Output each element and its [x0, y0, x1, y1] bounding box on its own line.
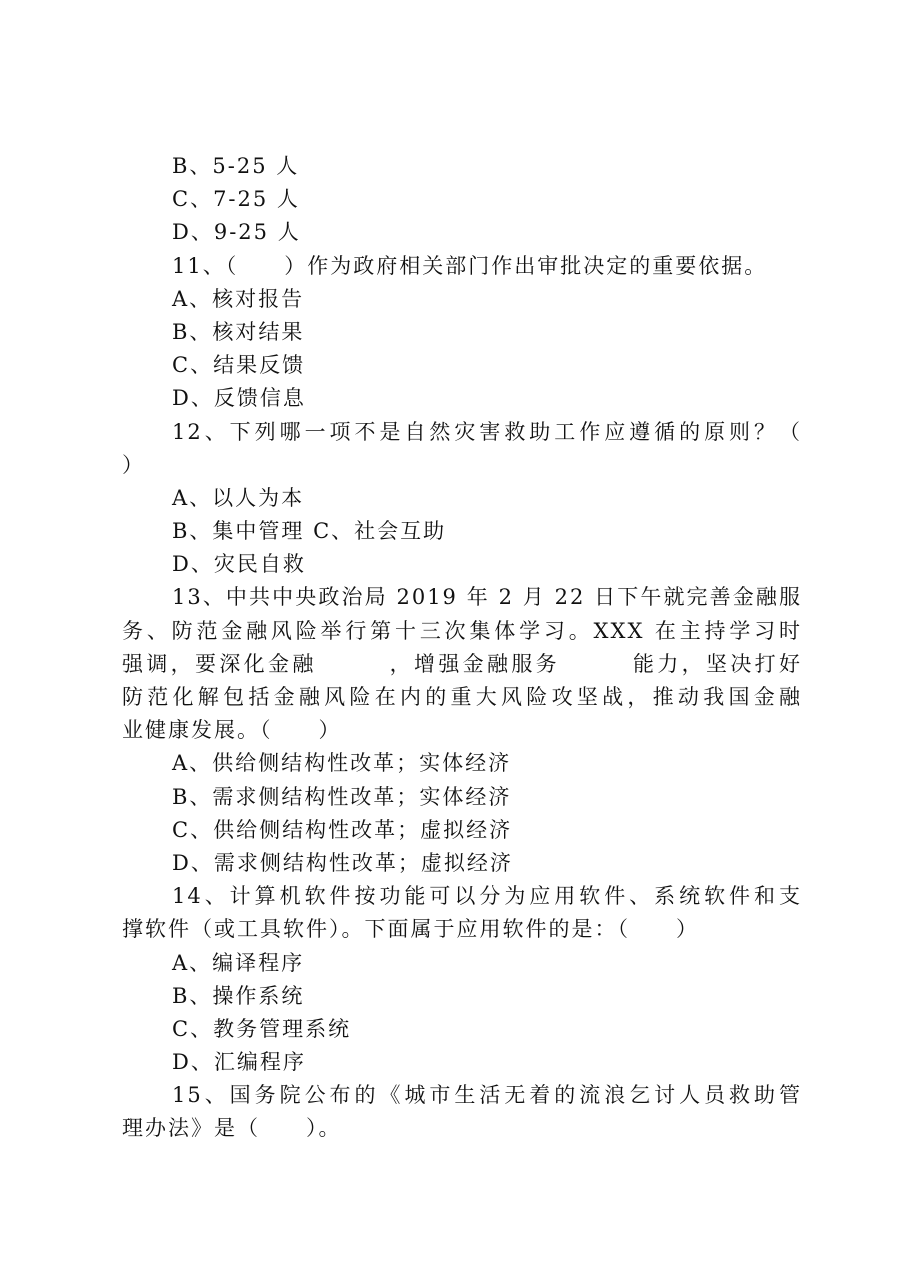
option-d-q11: D、反馈信息 [172, 386, 306, 411]
option-c-q10: C、7-25 人 [172, 187, 300, 212]
question-14: 14、计算机软件按功能可以分为应用软件、系统软件和支 [172, 884, 802, 909]
option-b-c-q12: B、集中管理 C、社会互助 [172, 519, 447, 544]
question-text-block [122, 150, 802, 1146]
option-c-q14: C、教务管理系统 [172, 1016, 352, 1041]
option-b-q10: B、5-25 人 [172, 154, 300, 178]
option-a-q13: A、供给侧结构性改革；实体经济 [172, 751, 512, 776]
question-13-line-5: 业健康发展。（ ） [122, 718, 342, 743]
question-15: 15、国务院公布的《城市生活无着的流浪乞讨人员救助管 [172, 1083, 802, 1108]
option-a-q11: A、核对报告 [172, 286, 305, 311]
question-12: 12、下列哪一项不是自然灾害救助工作应遵循的原则？（ [172, 419, 802, 444]
question-13: 13、中共中央政治局 2019 年 2 月 22 日下午就完善金融服 [172, 585, 802, 610]
question-13-line-3: 强调，要深化金融 ，增强金融服务 能力，坚决打好 [122, 651, 802, 676]
question-13-line-2: 务、防范金融风险举行第十三次集体学习。XXX 在主持学习时 [122, 618, 802, 643]
question-13-line-4: 防范化解包括金融风险在内的重大风险攻坚战，推动我国金融 [122, 685, 802, 709]
option-b-q11: B、核对结果 [172, 319, 305, 344]
option-d-q10: D、9-25 人 [172, 220, 301, 245]
question-15-line-2: 理办法》是（ ）。 [122, 1116, 342, 1141]
option-d-q14: D、汇编程序 [172, 1050, 306, 1075]
question-14-line-2: 撑软件（或工具软件）。下面属于应用软件的是：（ ） [122, 917, 699, 942]
option-d-q12: D、灾民自救 [172, 552, 306, 577]
question-11: 11、（ ）作为政府相关部门作出审批决定的重要依据。 [172, 253, 768, 278]
option-b-q13: B、需求侧结构性改革；实体经济 [172, 784, 512, 809]
option-c-q11: C、结果反馈 [172, 353, 306, 378]
question-12-continued: ） [122, 452, 145, 477]
option-a-q14: A、编译程序 [172, 950, 305, 975]
option-a-q12: A、以人为本 [172, 485, 305, 510]
option-d-q13: D、需求侧结构性改革；虚拟经济 [172, 850, 513, 875]
option-b-q14: B、操作系统 [172, 983, 305, 1008]
option-c-q13: C、供给侧结构性改革；虚拟经济 [172, 817, 513, 842]
